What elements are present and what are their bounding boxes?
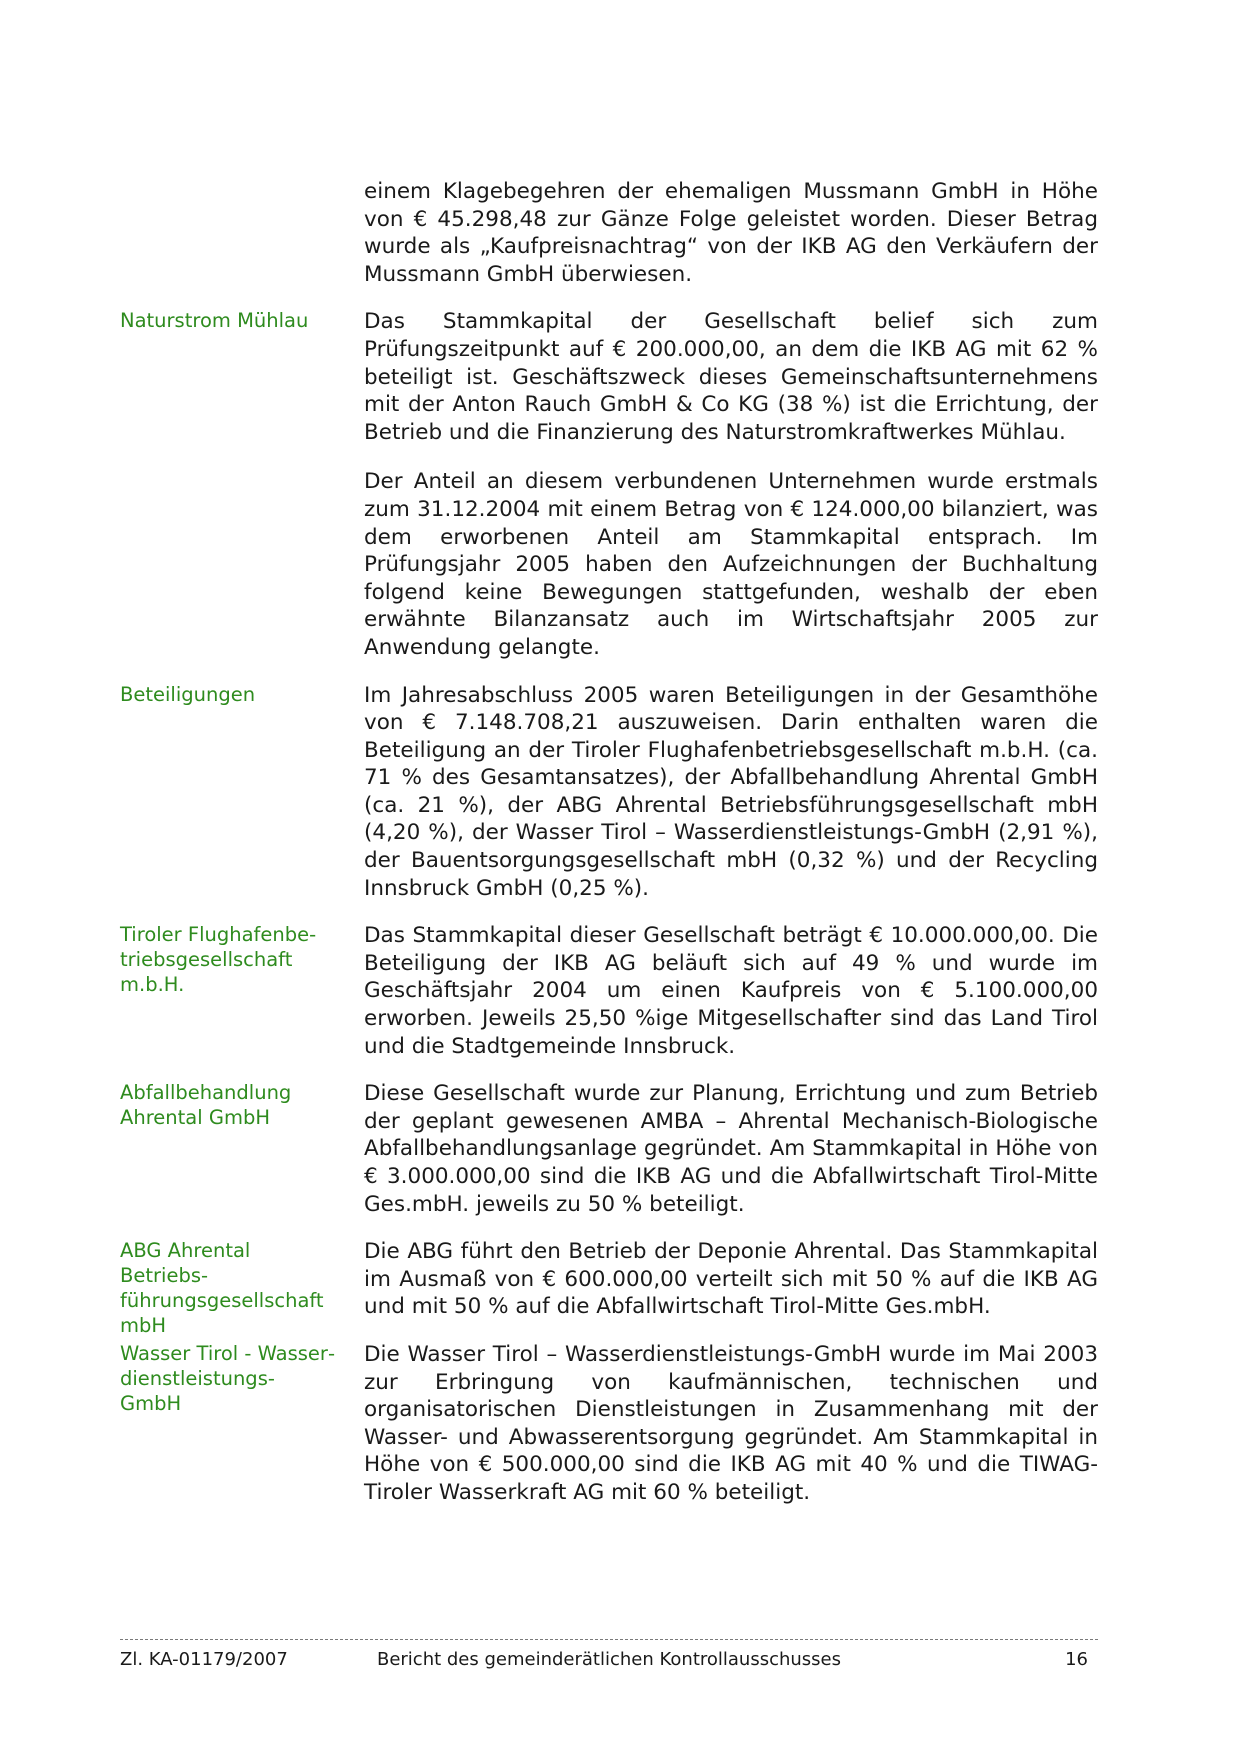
section-tiroler-flughafen: [0, 922, 1240, 1060]
paragraph: Der Anteil an diesem verbundenen Unternehmen wurde erstmals zum 31.12.2004 mit einem Betrag von € 124.000,00 bilanziert, was dem erworbenen Anteil am Stammkapital entsprach. Im Prüfungsjahr 2005 haben den Aufzeichnungen der Buchhaltung folgend keine Bewegungen stattgefunden, weshalb der eben erwähnte Bilanzansatz auch im Wirtschaftsjahr 2005 zur Anwendung gelangte.: [364, 469, 1098, 660]
section-intro-continuation: [0, 178, 1240, 288]
document-reference: Zl. KA-01179/2007: [120, 1649, 288, 1670]
margin-label: Beteiligungen: [120, 682, 256, 706]
margin-label: Naturstrom Mühlau: [120, 309, 309, 333]
paragraph: Die Wasser Tirol – Wasserdienstleistungs-GmbH wurde im Mai 2003 zur Erbringung von kaufmännischen, technischen und organisatorischen Dienstleistungen in Zusammenhang mit der Wasser- und Abwasserentsorgung gegründet. Am Stammkapital in Höhe von € 500.000,00 sind die IKB AG mit 40 % und die TIWAG-Tiroler Wasserkraft AG mit 60 % beteiligt.: [364, 1341, 1098, 1505]
margin-label: Abfallbehandlung Ahrental GmbH: [120, 1081, 292, 1130]
paragraph: Diese Gesellschaft wurde zur Planung, Errichtung und zum Betrieb der geplant gewesenen AMBA – Ahrental Mechanisch-Biologische Abfallbehandlungsanlage gegründet. Am Stammkapital in Höhe von € 3.000.000,00 sind die IKB AG und die Abfallwirtschaft Tirol-Mitte Ges.mbH. jeweils zu 50 % beteiligt.: [364, 1081, 1098, 1217]
paragraph: Das Stammkapital der Gesellschaft belief sich zum Prüfungszeitpunkt auf € 200.000,00, an dem die IKB AG mit 62 % beteiligt ist. Geschäftszweck dieses Gemeinschaftsunternehmens mit der Anton Rauch GmbH & Co KG (38 %) ist die Errichtung, der Betrieb und die Finanzierung des Naturstromkraftwerkes Mühlau.: [364, 309, 1098, 445]
section-wasser-tirol: [0, 1341, 1240, 1507]
paragraph: einem Klagebegehren der ehemaligen Mussmann GmbH in Höhe von € 45.298,48 zur Gänze Folge geleistet worden. Dieser Betrag wurde als „Kaufpreisnachtrag“ von der IKB AG den Verkäufern der Mussmann GmbH überwiesen.: [364, 179, 1098, 287]
section-naturstrom-muehlau: [0, 308, 1240, 661]
page-footer: [120, 1648, 1098, 1674]
section-beteiligungen: [0, 682, 1240, 903]
margin-label: ABG Ahrental Betriebsführungsgesellschaft mbH: [120, 1239, 324, 1338]
margin-label: Wasser Tirol - Wasserdienstleistungs-GmbH: [120, 1341, 335, 1415]
page-number: 16: [1065, 1649, 1088, 1670]
report-title: Bericht des gemeinderätlichen Kontrollausschusses: [376, 1649, 842, 1670]
footer-divider: [120, 1639, 1098, 1640]
paragraph: Die ABG führt den Betrieb der Deponie Ahrental. Das Stammkapital im Ausmaß von € 600.000,00 verteilt sich mit 50 % auf die IKB AG und mit 50 % auf die Abfallwirtschaft Tirol-Mitte Ges.mbH.: [364, 1239, 1098, 1320]
section-abg-ahrental: [0, 1238, 1240, 1338]
paragraph: Im Jahresabschluss 2005 waren Beteiligungen in der Gesamthöhe von € 7.148.708,21 auszuweisen. Darin enthalten waren die Beteiligung an der Tiroler Flughafenbetriebsgesellschaft m.b.H. (ca. 71 % des Gesamtansatzes), der Abfallbehandlung Ahrental GmbH (ca. 21 %), der ABG Ahrental Betriebsführungsgesellschaft mbH (4,20 %), der Wasser Tirol – Wasserdienstleistungs-GmbH (2,91 %), der Bauentsorgungsgesellschaft mbH (0,32 %) und der Recycling Innsbruck GmbH (0,25 %).: [364, 682, 1098, 901]
margin-label: Tiroler Flughafenbetriebsgesellschaft m.b.H.: [120, 923, 317, 997]
section-abfallbehandlung-ahrental: [0, 1080, 1240, 1218]
document-body: [0, 178, 1240, 1527]
paragraph: Das Stammkapital dieser Gesellschaft beträgt € 10.000.000,00. Die Beteiligung der IKB AG beläuft sich auf 49 % und wurde im Geschäftsjahr 2004 um einen Kaufpreis von € 5.100.000,00 erworben. Jeweils 25,50 %ige Mitgesellschafter sind das Land Tirol und die Stadtgemeinde Innsbruck.: [364, 923, 1098, 1059]
